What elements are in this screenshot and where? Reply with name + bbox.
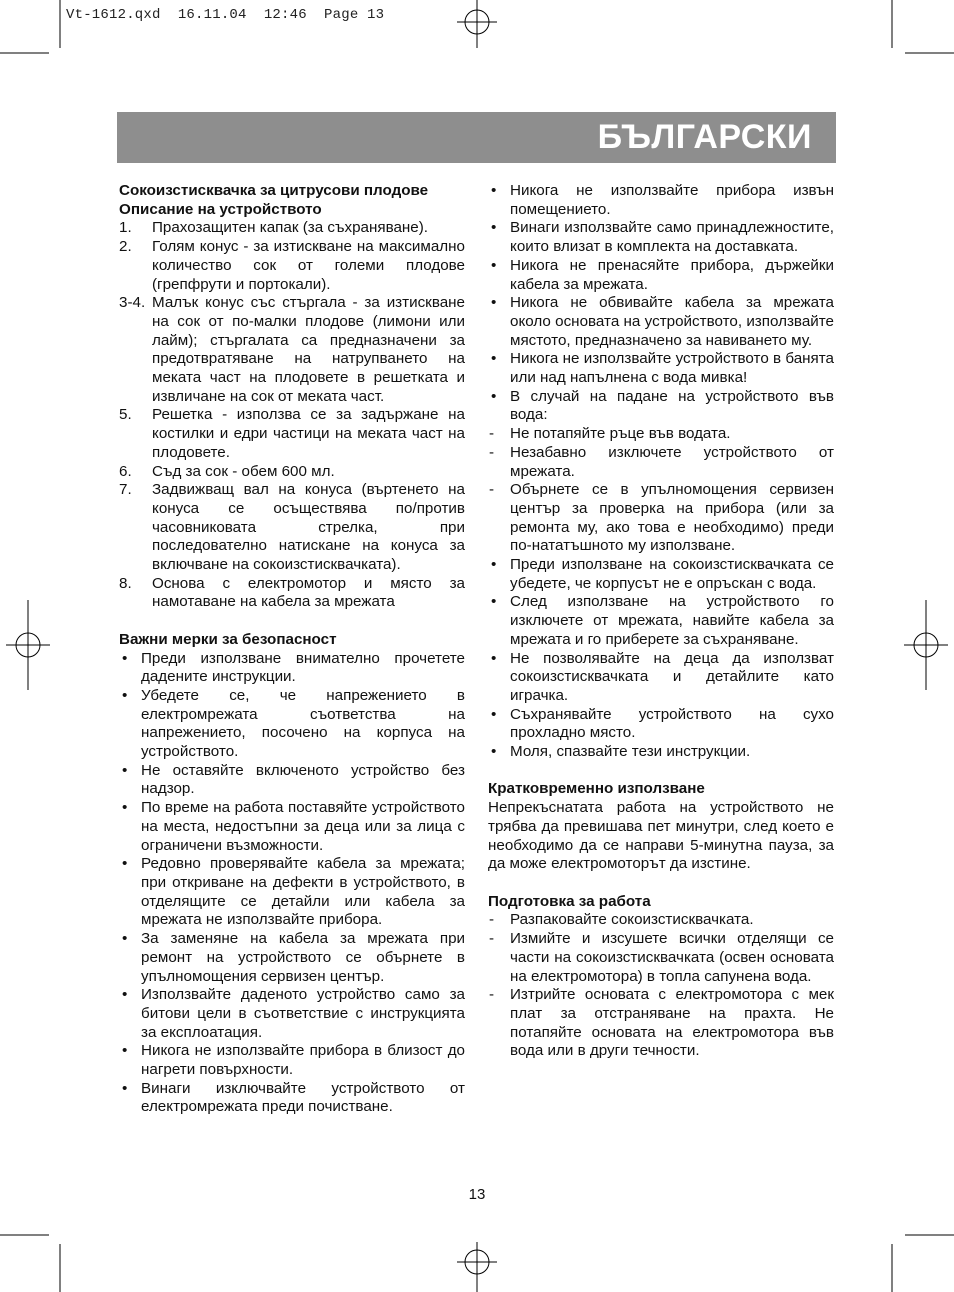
list-marker: • [491,256,497,274]
list-marker: • [122,799,128,817]
safety-list-item [119,762,465,799]
safety-list-item [488,388,834,425]
language-banner [117,112,836,163]
list-item-text: Убедете се, че напрежението в електромрежата съответства на напрежението, посочено на корпуса на устройството. [141,686,465,761]
safety-continued-list [488,182,834,762]
list-marker: • [491,350,497,368]
parts-list-item [119,463,465,482]
list-item-text: Винаги изключвайте устройството от електромрежата преди почистване. [141,1079,465,1116]
file-slug: Vt-1612.qxd 16.11.04 12:46 Page 13 [66,7,385,23]
registration-mark-bottom [457,1242,497,1292]
list-item-text: Никога не използвайте устройството в банята или над напълнена с вода мивка! [510,350,834,387]
left-column [119,182,465,1117]
list-item-text: Обърнете се в упълномощения сервизен център за проверка на прибора (или за ремонта му, ако това е необходимо) преди по-нататъшното му използване. [510,481,834,555]
list-marker: • [122,649,128,667]
safety-list-item [119,1080,465,1117]
list-marker: • [122,930,128,948]
list-marker: • [122,1079,128,1097]
safety-list-item [488,650,834,706]
list-item-text: Никога не използвайте прибора извън помещението. [510,182,834,218]
list-item-text: Преди използване внимателно прочетете дадените инструкции. [141,649,465,686]
list-item-text: Никога не използвайте прибора в близост до нагрети повърхности. [141,1042,465,1079]
list-item-text: За заменяне на кабела за мрежата при ремонт на устройството се обърнете в упълномощения сервизен център. [141,930,465,985]
safety-list-item [488,294,834,350]
list-marker: 5. [119,406,132,424]
list-item-text: Решетка - използва се за задържане на костилки и едри частици на меката част на плодовете. [152,406,465,461]
safety-list-item [119,687,465,762]
list-item-text: Не оставяйте включеното устройство без надзор. [141,761,465,798]
list-marker: • [491,593,497,611]
list-item-text: Преди използване на сокоизстисквачката се убедете, че корпусът не е опръскан с вода. [510,556,834,592]
list-marker: - [489,930,495,948]
list-item-text: Използвайте даденото устройство само за битови цели в съответствие с инструкцията за експлоатация. [141,986,465,1041]
list-item-text: Незабавно изключете устройството от мрежата. [510,443,834,480]
list-marker: • [491,705,497,723]
safety-list-item [488,182,834,219]
safety-list-item [488,481,834,556]
list-marker: • [491,219,497,237]
safety-list-item [119,986,465,1042]
parts-list-item [119,575,465,612]
registration-mark-top [457,0,497,48]
list-marker: • [122,1042,128,1060]
parts-list-item [119,481,465,575]
list-item-text: В случай на падане на устройството във вода: [510,387,834,424]
list-item-text: Основа с електромотор и място за намотаване на кабела за мрежата [152,574,465,611]
safety-list-item [119,855,465,930]
safety-list-item [488,257,834,294]
list-item-text: Редовно проверявайте кабела за мрежата; при откриване на дефекти в устройството, в отделящите се детайли или кабела за мрежата не използвайте прибора. [141,855,465,929]
list-marker: • [122,855,128,873]
safety-list-item [119,799,465,855]
parts-list-item [119,406,465,462]
list-item-text: Винаги използвайте само принадлежностите, които влизат в комплекта на доставката. [510,219,834,256]
list-marker: • [491,182,497,199]
parts-list [119,219,465,612]
safety-list-item [119,650,465,687]
safety-list-item [488,425,834,444]
description-heading: Описание на устройството [119,200,322,218]
list-marker: • [491,556,497,574]
list-marker: 1. [119,219,132,237]
prep-list-item [488,986,834,1061]
list-marker: • [491,294,497,312]
page-number: 13 [468,1186,486,1203]
list-marker: 2. [119,238,132,256]
list-marker: 6. [119,462,132,480]
list-marker: 8. [119,574,132,592]
list-item-text: Съхранявайте устройството на сухо прохладно място. [510,705,834,742]
list-marker: • [491,649,497,667]
list-item-text: Голям конус - за изтискване на максимално количество сок от големи плодове (грепфрути и портокали). [152,238,465,293]
right-column [488,182,834,1061]
list-item-text: Прахозащитен капак (за съхраняване). [152,219,429,237]
list-item-text: Измийте и изсушете всички отделящи се части на сокоизстисквачката (освен основата на електромотора) в топла сапунена вода. [510,930,834,985]
banner-title: БЪЛГАРСКИ [597,118,812,156]
list-marker: - [489,425,495,443]
list-marker: - [489,911,495,929]
safety-list-item [488,444,834,481]
safety-list-item [488,706,834,743]
list-marker: 3-4. [119,294,146,312]
registration-mark-left [6,600,50,690]
list-item-text: Разпаковайте сокоизстисквачката. [510,911,754,929]
safety-list-item [488,350,834,387]
list-marker: - [489,481,495,499]
list-marker: - [489,986,495,1004]
safety-list-item [488,593,834,649]
short-use-text: Непрекъснатата работа на устройството не трябва да превишава пет минутри, след което е необходимо да се направи 5-минутна пауза, за да може електромоторът да изстине. [488,799,834,873]
safety-list-item [119,1042,465,1079]
list-item-text: Никога не пренасяйте прибора, държейки кабела за мрежата. [510,256,834,293]
list-marker: • [122,986,128,1004]
list-item-text: Не потапяйте ръце във водата. [510,425,731,443]
parts-list-item [119,238,465,294]
product-heading: Сокоизстисквачка за цитрусови плодове [119,182,429,199]
safety-heading: Важни мерки за безопасност [119,630,337,648]
safety-list [119,650,465,1118]
list-item-text: Не позволявайте на деца да използват сокоизстисквачката и детайлите като играчка. [510,649,834,704]
list-item-text: Задвижващ вал на конуса (въртенето на конуса се осъществява по/против часовниковата стрелка, при последователно натискане на конуса за включване на сокоизстисквачката). [152,481,465,574]
parts-list-item [119,294,465,406]
prep-list-item [488,911,834,930]
prep-list-item [488,930,834,986]
list-marker: - [489,443,495,461]
safety-list-item [119,930,465,986]
list-item-text: Съд за сок - обем 600 мл. [152,462,335,480]
registration-mark-right [904,600,948,690]
list-item-text: След използване на устройството го изключете от мрежата, навийте кабела за мрежата и го приберете за съхраняване. [510,593,834,648]
prep-list [488,911,834,1061]
list-marker: 7. [119,481,132,499]
list-item-text: Изтрийте основата с електромотора с мек плат за отстраняване на прахта. Не потапяйте основата на електромотора във вода или в други течности. [510,986,834,1060]
list-item-text: Малък конус със стъргала - за изтискване на сок от по-малки плодове (лимони или лайм); стъргалата са предназначени за предотвратяване на натрупването на меката част на плодовете в решетката и извличане на сок от меката част. [152,294,465,405]
short-use-heading: Кратковременно използване [488,780,705,798]
list-item-text: По време на работа поставяйте устройството на места, недостъпни за деца или за лица с ограничени възможности. [141,799,465,854]
safety-list-item [488,556,834,593]
list-item-text: Моля, спазвайте тези инструкции. [510,743,751,761]
list-marker: • [491,743,497,761]
list-marker: • [122,761,128,779]
parts-list-item [119,219,465,238]
list-marker: • [491,387,497,405]
list-item-text: Никога не обвивайте кабела за мрежата около основата на устройството, използвайте мястото, предназначено за навиването му. [510,294,834,349]
list-marker: • [122,686,128,704]
safety-list-item [488,743,834,762]
safety-list-item [488,219,834,256]
prep-heading: Подготовка за работа [488,892,651,910]
